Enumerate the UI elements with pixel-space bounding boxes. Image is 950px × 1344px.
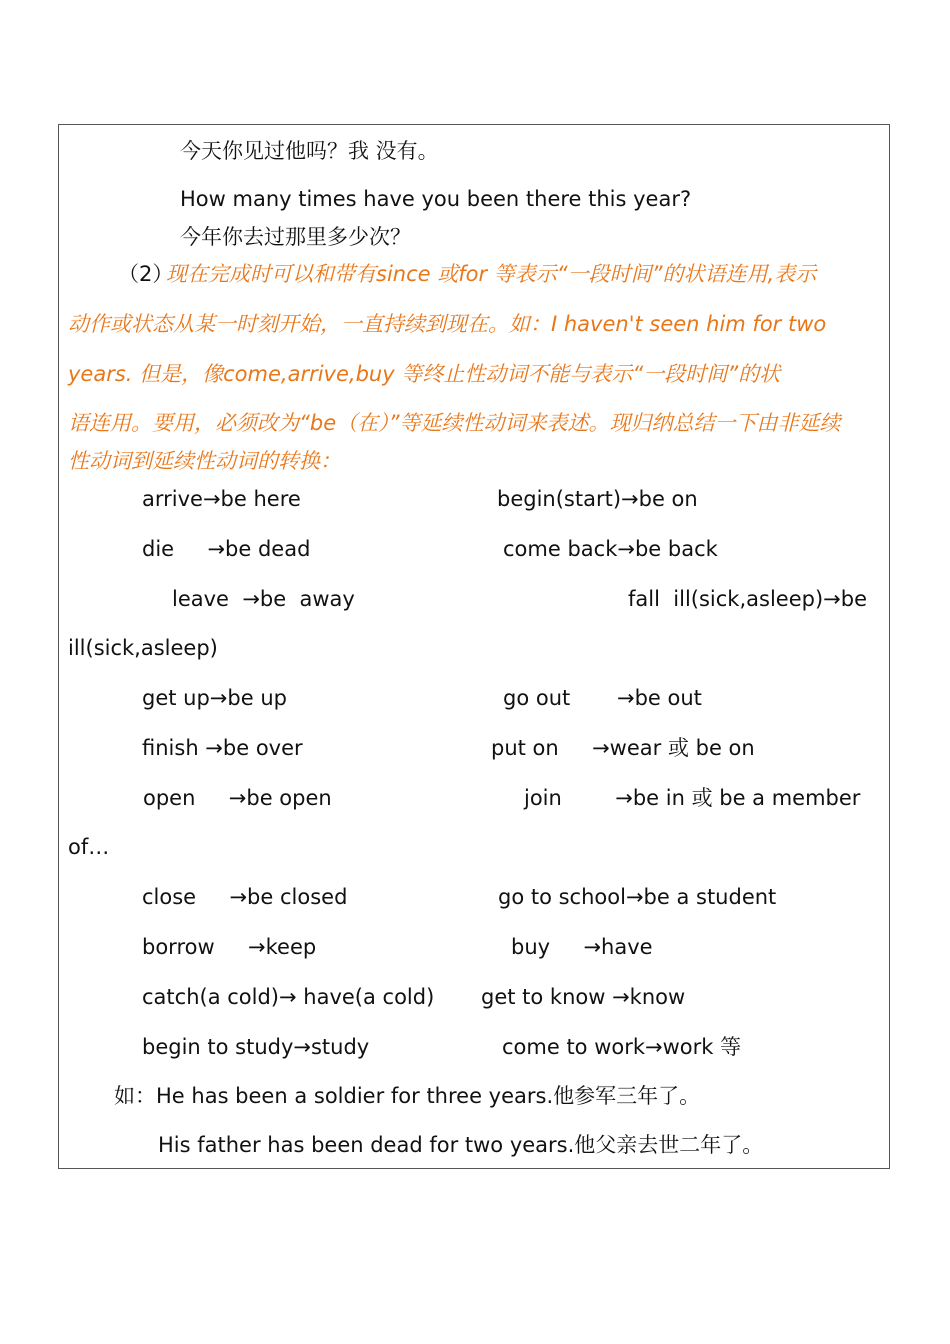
pair-10-left: begin to study→study [142,1035,370,1059]
pair-3-continuation: ill(sick,asleep) [68,636,218,660]
note-line-4: 语连用。要用，必须改为“be（在）”等延续性动词来表述。现归纳总结一下由非延续 [68,411,841,435]
intro-line-3: 今年你去过那里多少次？ [180,225,411,249]
pair-6-left: open →be open [143,786,332,810]
pair-8-right: buy →have [511,935,653,959]
example-1: 如：He has been a soldier for three years.他参军三年了。 [114,1084,701,1108]
note-number: （2） [118,262,174,286]
note-line-3: years. 但是，像come,arrive,buy 等终止性动词不能与表示“一段时间”的状 [68,362,781,386]
pair-9-right: get to know →know [481,985,686,1009]
pair-4-left: get up→be up [142,686,287,710]
note-line-1: 现在完成时可以和带有since 或for 等表示“一段时间”的状语连用,表示 [166,262,817,286]
pair-1-right: begin(start)→be on [497,487,698,511]
pair-10-right: come to work→work 等 [502,1035,742,1059]
pair-4-right: go out →be out [503,686,702,710]
example-2: His father has been dead for two years.他父亲去世二年了。 [158,1133,764,1157]
note-line-2: 动作或状态从某一时刻开始，一直持续到现在。如：I haven't seen him for two [68,312,827,336]
note-line-5: 性动词到延续性动词的转换： [68,449,341,473]
pair-6-right: join →be in 或 be a member [524,786,861,810]
intro-line-1: 今天你见过他吗？我 没有。 [180,139,439,163]
pair-6-continuation: of… [68,835,110,859]
pair-2-right: come back→be back [503,537,718,561]
intro-line-2: How many times have you been there this year? [180,187,692,211]
pair-5-right: put on →wear 或 be on [491,736,755,760]
pair-3-left: leave →be away [172,587,355,611]
pair-2-left: die →be dead [142,537,311,561]
pair-7-left: close →be closed [142,885,348,909]
pair-1-left: arrive→be here [142,487,301,511]
pair-8-left: borrow →keep [142,935,317,959]
pair-7-right: go to school→be a student [498,885,777,909]
pair-9-left: catch(a cold)→ have(a cold) [142,985,435,1009]
pair-5-left: finish →be over [142,736,303,760]
pair-3-right: fall ill(sick,asleep)→be [628,587,867,611]
